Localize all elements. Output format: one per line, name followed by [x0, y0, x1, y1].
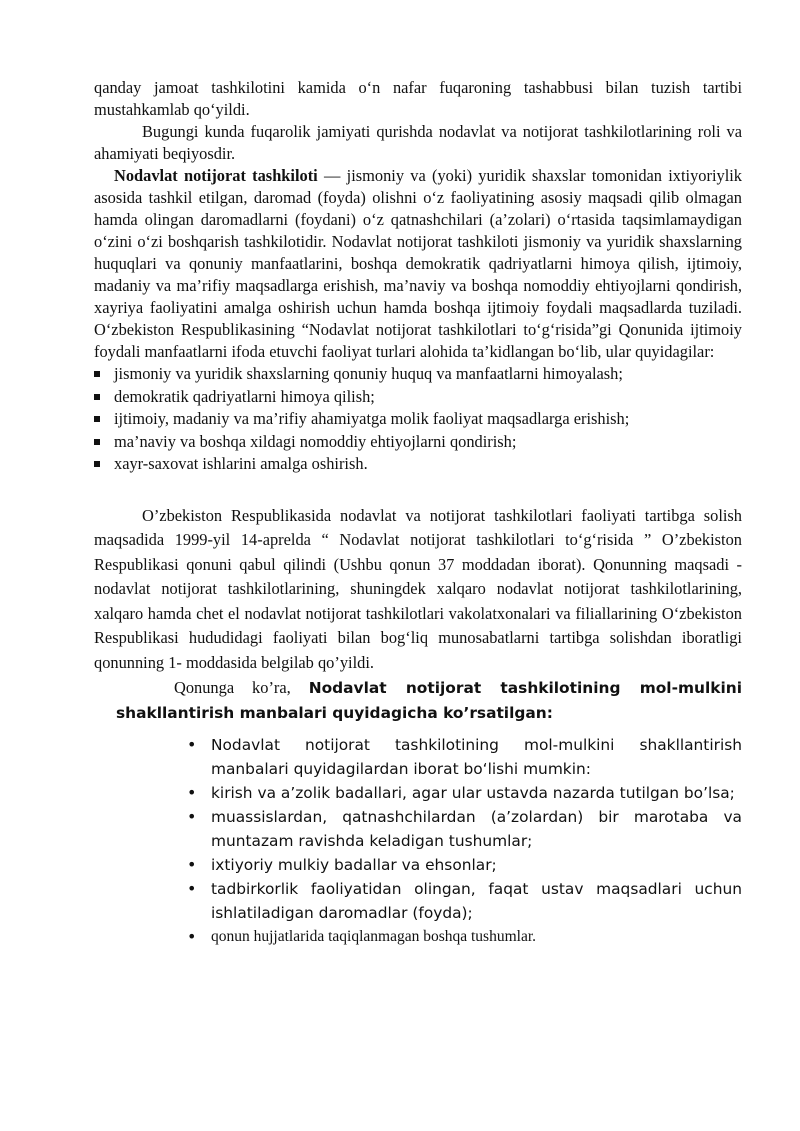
list-item: demokratik qadriyatlarni himoya qilish; — [94, 386, 742, 409]
list-item-text: tadbirkorlik faoliyatidan olingan, faqat ustav maqsadlari uchun ishlatiladigan daromadlar (foyda); — [211, 880, 742, 922]
list-item — [187, 877, 742, 925]
list-item-text: Nodavlat notijorat tashkilotining mol-mulkini shakllantirish manbalari quyidagilardan iborat bo‘lishi mumkin: — [211, 736, 742, 778]
list-item-text: muassislardan, qatnashchilardan (a’zolardan) bir marotaba va muntazam ravishda keladigan tushumlar; — [211, 808, 742, 850]
paragraph-sources — [94, 676, 742, 725]
list-item — [187, 805, 742, 853]
paragraph-definition — [94, 165, 742, 363]
bullet-icon: • — [187, 735, 197, 754]
definition-text: — jismoniy va (yoki) yuridik shaxslar tomonidan ixtiyoriylik asosida tashkil etilgan, daromad (foyda) olishni o‘z faoliyatining asosiy maqsadi qilib olmagan hamda olingan daromadlarni (foydani) o‘z qatnashchilari (a’zolari) o‘rtasida taqsimlamaydigan o‘zini o‘zi boshqarish tashkilotidir. Nodavlat notijorat tashkiloti jismoniy va yuridik shaxslarning huquqlari va qonuniy manfaatlarini, boshqa demokratik qadriyatlarni himoya qilish, ijtimoiy, madaniy va ma’rifiy maqsadlarga erishish, ma’naviy va boshqa nomoddiy ehtiyojlarni qondirish, xayriya faoliyatini amalga oshirish uchun hamda boshqa ijtimoiy foydali maqsadlarda tuziladi. O‘zbekiston Respublikasining “Nodavlat notijorat tashkilotlari to‘g‘risida”gi Qonunida ijtimoiy foydali manfaatlarni ifoda etuvchi faoliyat turlari alohida ta’kidlangan bo‘lib, ular quyidagilar: — [94, 166, 742, 361]
bullet-icon: • — [187, 879, 197, 898]
bullet-icon: • — [187, 783, 197, 802]
activity-list — [94, 363, 742, 476]
list-item: ijtimoiy, madaniy va ma’rifiy ahamiyatga molik faoliyat maqsadlarga erishish; — [94, 408, 742, 431]
sources-heading: Nodavlat notijorat tashkilotining mol-mulkini shakllantirish manbalari quyidagicha ko’rsatilgan: — [116, 679, 742, 722]
list-item-text: qonun hujjatlarida taqiqlanmagan boshqa tushumlar. — [211, 928, 537, 945]
list-item-text: kirish va a’zolik badallari, agar ular ustavda nazarda tutilgan bo’lsa; — [211, 784, 735, 802]
sources-lead: Qonunga ko’ra, — [174, 678, 309, 697]
list-item — [187, 733, 742, 781]
bullet-icon: • — [187, 855, 197, 874]
list-item: ma’naviy va boshqa xildagi nomoddiy ehtiyojlarni qondirish; — [94, 431, 742, 454]
list-item: xayr-saxovat ishlarini amalga oshirish. — [94, 453, 742, 476]
bullet-icon: • — [187, 927, 197, 946]
definition-term: Nodavlat notijorat tashkiloti — [114, 166, 318, 185]
list-item — [187, 781, 742, 805]
paragraph-law: O’zbekiston Respublikasida nodavlat va notijorat tashkilotlari faoliyati tartibga solish maqsadida 1999-yil 14-aprelda “ Nodavlat notijorat tashkilotlari to‘g‘risida ” O’zbekiston Respublikasi qonuni qabul qilindi (Ushbu qonun 37 moddadan iborat). Qonunning maqsadi - nodavlat notijorat tashkilotlarining, shuningdek xalqaro nodavlat notijorat tashkilotlarining, xalqaro hamda chet el nodavlat notijorat tashkilotlari vakolatxonalari va filiallarining O‘zbekiston Respublikasi hududidagi faoliyati bilan bog‘liq munosabatlarni tartibga solishdan iboratligi qonunning 1- moddasida belgilab qo’yildi. — [94, 505, 742, 672]
list-item-text: ixtiyoriy mulkiy badallar va ehsonlar; — [211, 856, 497, 874]
list-item — [187, 925, 742, 949]
sources-list — [94, 733, 742, 949]
paragraph-intro: qanday jamoat tashkilotini kamida o‘n nafar fuqaroning tashabbusi bilan tuzish tartibi mustahkamlab qo‘yildi. — [94, 78, 742, 119]
list-item: jismoniy va yuridik shaxslarning qonuniy huquq va manfaatlarni himoyalash; — [94, 363, 742, 386]
paragraph-today: Bugungi kunda fuqarolik jamiyati qurishda nodavlat va notijorat tashkilotlarining roli va ahamiyati beqiyosdir. — [94, 122, 742, 163]
list-item — [187, 853, 742, 877]
bullet-icon: • — [187, 807, 197, 826]
document-page — [94, 77, 742, 949]
